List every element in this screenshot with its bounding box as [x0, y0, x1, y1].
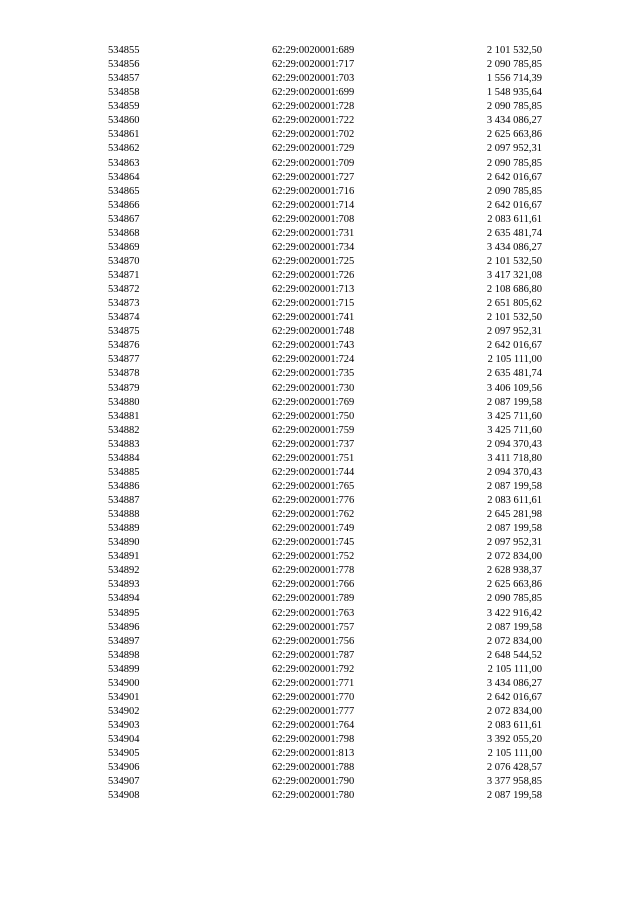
table-row [108, 564, 542, 578]
cadastral-number-cell: 62:29:0020001:735 [272, 368, 355, 380]
cadastral-value-cell: 2 645 281,98 [486, 509, 542, 521]
cadastral-value-cell: 2 090 785,85 [486, 185, 542, 197]
cadastral-value-cell: 2 083 611,61 [487, 720, 542, 731]
cadastral-value-cell: 2 625 663,86 [486, 129, 542, 141]
cadastral-value-cell: 2 105 111,00 [487, 748, 542, 760]
row-number-cell: 534883 [108, 438, 140, 450]
cadastral-number-cell: 62:29:0020001:787 [272, 649, 355, 661]
cadastral-value-cell: 3 406 109,56 [486, 382, 542, 394]
row-number-cell: 534893 [108, 579, 140, 591]
table-row [108, 789, 542, 803]
table-row [108, 185, 542, 199]
table-row [108, 396, 542, 410]
cadastral-value-cell: 2 087 199,58 [486, 790, 542, 802]
cadastral-number-cell: 62:29:0020001:702 [272, 129, 355, 141]
cadastral-number-cell: 62:29:0020001:766 [272, 579, 355, 591]
cadastral-value-cell: 2 101 532,50 [486, 255, 542, 267]
cadastral-number-cell: 62:29:0020001:734 [272, 241, 355, 253]
table-row [108, 747, 542, 761]
row-number-cell: 534879 [108, 382, 140, 394]
row-number-cell: 534859 [108, 101, 140, 113]
row-number-cell: 534877 [108, 354, 140, 366]
table-row [108, 86, 542, 100]
row-number-cell: 534855 [108, 45, 140, 56]
table-row [108, 621, 542, 635]
cadastral-number-cell: 62:29:0020001:763 [272, 607, 355, 619]
table-row [108, 649, 542, 663]
cadastral-value-cell: 2 090 785,85 [486, 157, 542, 169]
cadastral-number-cell: 62:29:0020001:714 [272, 199, 355, 211]
cadastral-number-cell: 62:29:0020001:725 [272, 255, 355, 267]
cadastral-number-cell: 62:29:0020001:745 [272, 537, 355, 549]
row-number-cell: 534860 [108, 115, 140, 127]
table-row [108, 410, 542, 424]
table-row [108, 255, 542, 269]
table-row [108, 733, 542, 747]
row-number-cell: 534887 [108, 495, 140, 506]
table-row [108, 466, 542, 480]
cadastral-value-cell: 2 087 199,58 [486, 396, 542, 408]
valuation-table [108, 44, 542, 803]
row-number-cell: 534856 [108, 59, 140, 71]
cadastral-value-cell: 2 097 952,31 [486, 143, 542, 155]
row-number-cell: 534882 [108, 424, 140, 436]
table-row [108, 494, 542, 508]
cadastral-number-cell: 62:29:0020001:789 [272, 593, 355, 605]
table-row [108, 227, 542, 241]
table-row [108, 607, 542, 621]
cadastral-value-cell: 3 425 711,60 [487, 424, 542, 436]
cadastral-value-cell: 2 628 938,37 [486, 565, 542, 577]
table-row [108, 157, 542, 171]
cadastral-number-cell: 62:29:0020001:769 [272, 396, 355, 408]
cadastral-value-cell: 2 072 834,00 [486, 705, 542, 717]
table-row [108, 339, 542, 353]
row-number-cell: 534886 [108, 480, 140, 492]
cadastral-number-cell: 62:29:0020001:729 [272, 143, 355, 155]
cadastral-value-cell: 2 648 544,52 [486, 649, 542, 661]
cadastral-number-cell: 62:29:0020001:703 [272, 73, 355, 85]
cadastral-number-cell: 62:29:0020001:737 [272, 438, 355, 450]
row-number-cell: 534873 [108, 298, 140, 310]
table-row [108, 311, 542, 325]
cadastral-value-cell: 2 097 952,31 [486, 537, 542, 549]
cadastral-value-cell: 3 422 916,42 [486, 607, 542, 619]
row-number-cell: 534871 [108, 270, 140, 281]
cadastral-value-cell: 2 094 370,43 [486, 466, 542, 478]
cadastral-number-cell: 62:29:0020001:750 [272, 410, 355, 422]
table-row [108, 480, 542, 494]
table-row [108, 775, 542, 789]
row-number-cell: 534875 [108, 326, 140, 338]
cadastral-value-cell: 2 642 016,67 [486, 171, 542, 183]
cadastral-value-cell: 2 094 370,43 [486, 438, 542, 450]
table-row [108, 592, 542, 606]
cadastral-number-cell: 62:29:0020001:790 [272, 776, 355, 788]
cadastral-value-cell: 3 425 711,60 [487, 410, 542, 422]
table-row [108, 199, 542, 213]
cadastral-number-cell: 62:29:0020001:762 [272, 509, 355, 521]
row-number-cell: 534894 [108, 593, 140, 605]
cadastral-number-cell: 62:29:0020001:713 [272, 284, 355, 296]
cadastral-number-cell: 62:29:0020001:708 [272, 213, 355, 225]
cadastral-number-cell: 62:29:0020001:726 [272, 270, 355, 281]
table-row [108, 761, 542, 775]
table-row [108, 382, 542, 396]
row-number-cell: 534904 [108, 734, 140, 746]
row-number-cell: 534889 [108, 523, 140, 535]
cadastral-number-cell: 62:29:0020001:798 [272, 734, 355, 746]
cadastral-value-cell: 2 083 611,61 [487, 495, 542, 506]
cadastral-number-cell: 62:29:0020001:722 [272, 115, 355, 127]
table-row [108, 269, 542, 283]
table-row [108, 635, 542, 649]
cadastral-value-cell: 2 087 199,58 [486, 480, 542, 492]
row-number-cell: 534898 [108, 649, 140, 661]
cadastral-value-cell: 2 105 111,00 [487, 663, 542, 675]
cadastral-number-cell: 62:29:0020001:744 [272, 466, 355, 478]
cadastral-value-cell: 3 417 321,08 [486, 270, 542, 281]
cadastral-number-cell: 62:29:0020001:778 [272, 565, 355, 577]
table-row [108, 213, 542, 227]
cadastral-value-cell: 2 651 805,62 [486, 298, 542, 310]
cadastral-value-cell: 2 076 428,57 [486, 762, 542, 774]
row-number-cell: 534881 [108, 410, 140, 422]
cadastral-number-cell: 62:29:0020001:709 [272, 157, 355, 169]
row-number-cell: 534885 [108, 466, 140, 478]
cadastral-number-cell: 62:29:0020001:780 [272, 790, 355, 802]
cadastral-value-cell: 3 434 086,27 [486, 677, 542, 689]
row-number-cell: 534895 [108, 607, 140, 619]
row-number-cell: 534870 [108, 255, 140, 267]
cadastral-value-cell: 2 083 611,61 [487, 213, 542, 225]
table-row [108, 691, 542, 705]
cadastral-value-cell: 2 072 834,00 [486, 551, 542, 563]
cadastral-value-cell: 3 377 958,85 [486, 776, 542, 788]
cadastral-value-cell: 2 090 785,85 [486, 59, 542, 71]
cadastral-value-cell: 2 108 686,80 [486, 284, 542, 296]
table-row [108, 171, 542, 185]
cadastral-value-cell: 3 434 086,27 [486, 241, 542, 253]
cadastral-value-cell: 3 411 718,80 [487, 452, 542, 464]
cadastral-value-cell: 2 642 016,67 [486, 691, 542, 703]
row-number-cell: 534905 [108, 748, 140, 760]
cadastral-number-cell: 62:29:0020001:741 [272, 312, 355, 324]
row-number-cell: 534867 [108, 213, 140, 225]
cadastral-number-cell: 62:29:0020001:759 [272, 424, 355, 436]
row-number-cell: 534868 [108, 227, 140, 239]
cadastral-number-cell: 62:29:0020001:771 [272, 677, 355, 689]
table-row [108, 705, 542, 719]
row-number-cell: 534884 [108, 452, 140, 464]
table-row [108, 424, 542, 438]
cadastral-number-cell: 62:29:0020001:757 [272, 621, 355, 633]
table-row [108, 719, 542, 733]
cadastral-number-cell: 62:29:0020001:752 [272, 551, 355, 563]
table-row [108, 367, 542, 381]
cadastral-value-cell: 3 392 055,20 [486, 734, 542, 746]
table-row [108, 100, 542, 114]
row-number-cell: 534906 [108, 762, 140, 774]
table-row [108, 72, 542, 86]
cadastral-value-cell: 2 087 199,58 [486, 621, 542, 633]
cadastral-number-cell: 62:29:0020001:699 [272, 87, 355, 99]
cadastral-value-cell: 2 635 481,74 [486, 227, 542, 239]
row-number-cell: 534899 [108, 663, 140, 675]
row-number-cell: 534897 [108, 635, 140, 647]
cadastral-number-cell: 62:29:0020001:724 [272, 354, 355, 366]
table-row [108, 142, 542, 156]
valuation-table-body [108, 44, 542, 803]
cadastral-number-cell: 62:29:0020001:751 [272, 452, 355, 464]
table-row [108, 297, 542, 311]
cadastral-value-cell: 2 101 532,50 [486, 45, 542, 56]
cadastral-number-cell: 62:29:0020001:777 [272, 705, 355, 717]
table-row [108, 508, 542, 522]
row-number-cell: 534880 [108, 396, 140, 408]
cadastral-value-cell: 3 434 086,27 [486, 115, 542, 127]
cadastral-number-cell: 62:29:0020001:743 [272, 340, 355, 352]
table-row [108, 452, 542, 466]
cadastral-number-cell: 62:29:0020001:813 [272, 748, 355, 760]
cadastral-number-cell: 62:29:0020001:776 [272, 495, 355, 506]
row-number-cell: 534869 [108, 241, 140, 253]
cadastral-number-cell: 62:29:0020001:715 [272, 298, 355, 310]
row-number-cell: 534892 [108, 565, 140, 577]
table-row [108, 677, 542, 691]
row-number-cell: 534903 [108, 720, 140, 731]
row-number-cell: 534862 [108, 143, 140, 155]
row-number-cell: 534896 [108, 621, 140, 633]
table-row [108, 128, 542, 142]
table-row [108, 578, 542, 592]
cadastral-number-cell: 62:29:0020001:770 [272, 691, 355, 703]
cadastral-number-cell: 62:29:0020001:730 [272, 382, 355, 394]
cadastral-number-cell: 62:29:0020001:727 [272, 171, 355, 183]
row-number-cell: 534872 [108, 284, 140, 296]
row-number-cell: 534864 [108, 171, 140, 183]
cadastral-number-cell: 62:29:0020001:716 [272, 185, 355, 197]
cadastral-value-cell: 2 625 663,86 [486, 579, 542, 591]
table-row [108, 550, 542, 564]
table-row [108, 283, 542, 297]
cadastral-value-cell: 2 101 532,50 [486, 312, 542, 324]
cadastral-value-cell: 2 097 952,31 [486, 326, 542, 338]
cadastral-number-cell: 62:29:0020001:765 [272, 480, 355, 492]
row-number-cell: 534865 [108, 185, 140, 197]
table-row [108, 241, 542, 255]
row-number-cell: 534878 [108, 368, 140, 380]
cadastral-number-cell: 62:29:0020001:728 [272, 101, 355, 113]
row-number-cell: 534900 [108, 677, 140, 689]
cadastral-value-cell: 2 087 199,58 [486, 523, 542, 535]
cadastral-value-cell: 1 548 935,64 [486, 87, 542, 99]
cadastral-value-cell: 2 635 481,74 [486, 368, 542, 380]
cadastral-number-cell: 62:29:0020001:717 [272, 59, 355, 71]
row-number-cell: 534908 [108, 790, 140, 802]
cadastral-number-cell: 62:29:0020001:689 [272, 45, 355, 56]
row-number-cell: 534890 [108, 537, 140, 549]
cadastral-number-cell: 62:29:0020001:749 [272, 523, 355, 535]
cadastral-value-cell: 2 090 785,85 [486, 101, 542, 113]
table-row [108, 536, 542, 550]
cadastral-number-cell: 62:29:0020001:792 [272, 663, 355, 675]
cadastral-value-cell: 2 090 785,85 [486, 593, 542, 605]
row-number-cell: 534863 [108, 157, 140, 169]
row-number-cell: 534902 [108, 705, 140, 717]
row-number-cell: 534907 [108, 776, 140, 788]
cadastral-value-cell: 2 642 016,67 [486, 340, 542, 352]
row-number-cell: 534891 [108, 551, 140, 563]
cadastral-number-cell: 62:29:0020001:748 [272, 326, 355, 338]
row-number-cell: 534861 [108, 129, 140, 141]
cadastral-value-cell: 2 642 016,67 [486, 199, 542, 211]
cadastral-value-cell: 2 072 834,00 [486, 635, 542, 647]
cadastral-value-cell: 2 105 111,00 [487, 354, 542, 366]
table-row [108, 353, 542, 367]
row-number-cell: 534901 [108, 691, 140, 703]
cadastral-number-cell: 62:29:0020001:756 [272, 635, 355, 647]
cadastral-number-cell: 62:29:0020001:764 [272, 720, 355, 731]
cadastral-number-cell: 62:29:0020001:731 [272, 227, 355, 239]
table-row [108, 325, 542, 339]
row-number-cell: 534874 [108, 312, 140, 324]
row-number-cell: 534888 [108, 509, 140, 521]
row-number-cell: 534857 [108, 73, 140, 85]
cadastral-number-cell: 62:29:0020001:788 [272, 762, 355, 774]
table-row [108, 522, 542, 536]
row-number-cell: 534866 [108, 199, 140, 211]
table-row [108, 44, 542, 58]
table-row [108, 438, 542, 452]
table-row [108, 663, 542, 677]
row-number-cell: 534876 [108, 340, 140, 352]
row-number-cell: 534858 [108, 87, 140, 99]
table-row [108, 114, 542, 128]
cadastral-value-cell: 1 556 714,39 [486, 73, 542, 85]
table-row [108, 58, 542, 72]
